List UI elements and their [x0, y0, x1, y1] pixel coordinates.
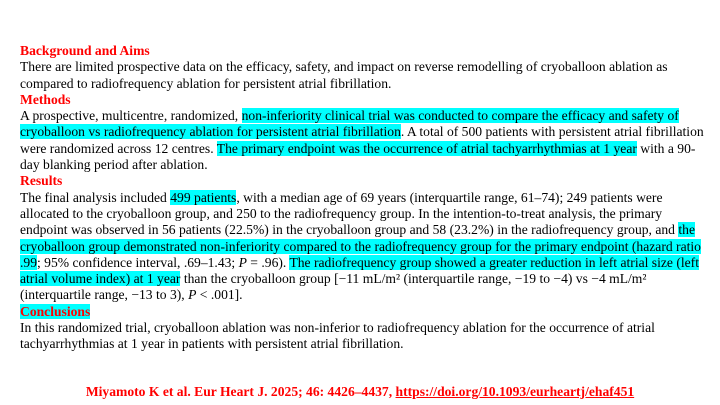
conclusions-text: In this randomized trial, cryoballoon ablation was non-inferior to radiofrequency ablation for the occurrence of atrial tachyarrhythmias at 1 year in patients with persistent atrial fibrillation.: [20, 320, 655, 352]
methods-text-3: with a 90-day blanking period after ablation.: [20, 140, 696, 173]
results-highlight-1: 499 patients: [170, 189, 237, 205]
methods-text-1: A prospective, multicentre, randomized,: [20, 108, 242, 124]
methods-text-2: . A total of 500 patients with persistent atrial fibrillation were randomized across 12 centres.: [20, 124, 704, 156]
abstract: [20, 43, 710, 353]
citation: [0, 384, 720, 400]
methods-highlight-2: The primary endpoint was the occurrence of atrial tachyarrhythmias at 1 year: [216, 140, 637, 156]
results-highlight-3: The radiofrequency group showed a greater reduction in left atrial size (left atrial volume index) at 1 year: [20, 254, 699, 287]
background-heading: Background and Aims: [20, 43, 150, 58]
methods-text: [20, 108, 710, 173]
results-text-4: = .96).: [246, 254, 290, 270]
citation-prefix: Miyamoto K et al. Eur Heart J. 2025; 46: 4426–4437,: [85, 384, 396, 399]
methods-highlight-1: non-inferiority clinical trial was conducted to compare the efficacy and safety of cryoballoon vs radiofrequency ablation for persistent atrial fibrillation: [20, 108, 679, 140]
results-p-symbol-2: P: [188, 287, 197, 303]
results-p-symbol-1: P: [238, 254, 247, 270]
doi-link[interactable]: https://doi.org/10.1093/eurheartj/ehaf451: [395, 384, 635, 399]
results-text-5: than the cryoballoon group [−11 mL/m² (interquartile range, −19 to −4) vs −4 mL/m² (interquartile range, −13 to 3),: [20, 271, 647, 303]
results-text-2: , with a median age of 69 years (interquartile range, 61–74); 249 patients were allocated to the cryoballoon group, and 250 to the radiofrequency group. In the intention-to-treat analysis, the primary endpoint was observed in 56 patients (22.5%) in the cryoballoon group and 58 (23.2%) in the radiofrequency group, and: [20, 189, 679, 238]
results-highlight-2: the cryoballoon group demonstrated non-inferiority compared to the radiofrequency group for the primary endpoint (hazard ratio .99: [20, 222, 701, 270]
results-text-1: The final analysis included: [20, 189, 171, 205]
background-text: There are limited prospective data on the efficacy, safety, and impact on reverse remodelling of cryoballoon ablation as compared to radiofrequency ablation for persistent atrial fibrillation.: [20, 59, 668, 91]
results-text-3: ; 95% confidence interval, .69–1.43;: [37, 254, 239, 270]
results-text: [20, 190, 710, 304]
methods-heading: Methods: [20, 91, 71, 107]
results-heading: Results: [20, 173, 63, 189]
conclusions-heading: Conclusions: [20, 303, 91, 319]
conclusions-heading-wrap: [20, 304, 710, 320]
results-text-6: < .001].: [196, 287, 243, 303]
